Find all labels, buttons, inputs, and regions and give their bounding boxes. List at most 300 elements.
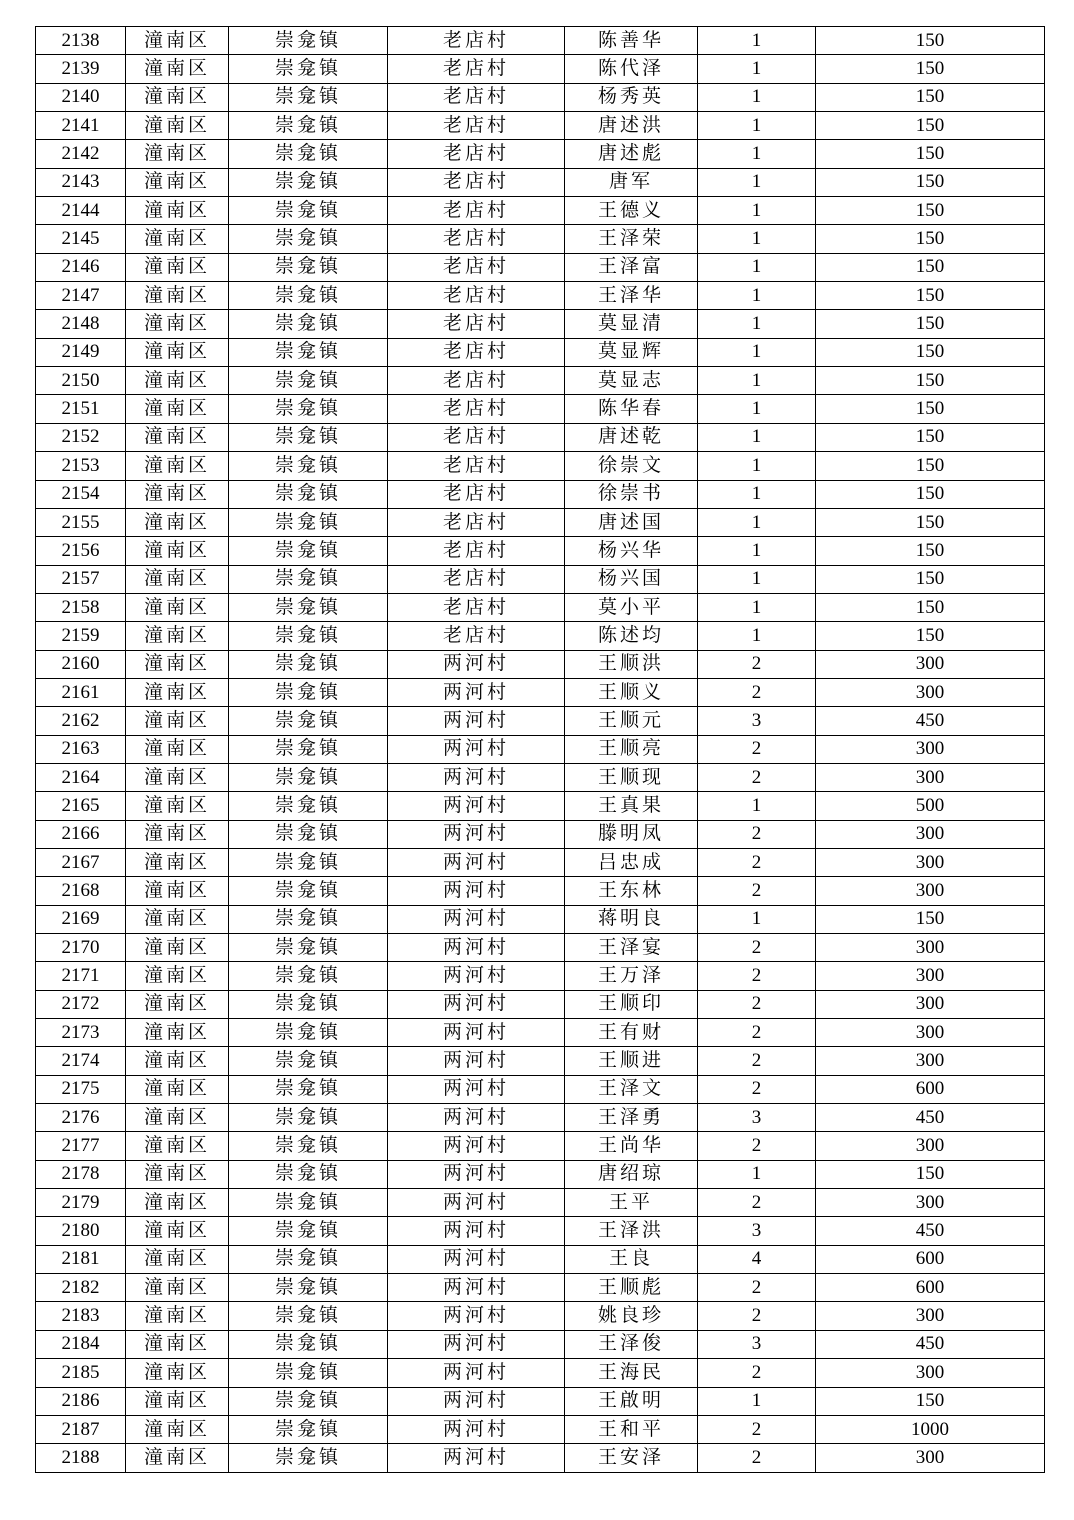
town-cell: 崇龛镇: [229, 1415, 388, 1443]
name-cell: 王真果: [565, 792, 698, 820]
district-cell: 潼南区: [126, 1444, 229, 1472]
table-row: [36, 27, 1045, 55]
village-cell: 两河村: [388, 877, 565, 905]
count-cell: 1: [698, 338, 816, 366]
row-number-cell: 2177: [36, 1132, 126, 1160]
amount-cell: 150: [816, 1387, 1045, 1415]
row-number-cell: 2150: [36, 367, 126, 395]
table-row: [36, 792, 1045, 820]
village-cell: 两河村: [388, 1075, 565, 1103]
amount-cell: 150: [816, 622, 1045, 650]
table-row: [36, 112, 1045, 140]
table-row: [36, 83, 1045, 111]
row-number-cell: 2174: [36, 1047, 126, 1075]
village-cell: 两河村: [388, 962, 565, 990]
district-cell: 潼南区: [126, 763, 229, 791]
district-cell: 潼南区: [126, 792, 229, 820]
town-cell: 崇龛镇: [229, 1189, 388, 1217]
district-cell: 潼南区: [126, 310, 229, 338]
count-cell: 1: [698, 83, 816, 111]
row-number-cell: 2140: [36, 83, 126, 111]
amount-cell: 150: [816, 282, 1045, 310]
row-number-cell: 2176: [36, 1104, 126, 1132]
name-cell: 滕明凤: [565, 820, 698, 848]
table-row: [36, 395, 1045, 423]
district-cell: 潼南区: [126, 282, 229, 310]
name-cell: 王良: [565, 1245, 698, 1273]
name-cell: 莫小平: [565, 593, 698, 621]
village-cell: 老店村: [388, 168, 565, 196]
count-cell: 2: [698, 1274, 816, 1302]
amount-cell: 300: [816, 1444, 1045, 1472]
row-number-cell: 2182: [36, 1274, 126, 1302]
name-cell: 王泽文: [565, 1075, 698, 1103]
name-cell: 王东林: [565, 877, 698, 905]
count-cell: 4: [698, 1245, 816, 1273]
amount-cell: 300: [816, 1019, 1045, 1047]
amount-cell: 600: [816, 1245, 1045, 1273]
district-cell: 潼南区: [126, 962, 229, 990]
table-row: [36, 820, 1045, 848]
table-row: [36, 197, 1045, 225]
name-cell: 姚良珍: [565, 1302, 698, 1330]
count-cell: 1: [698, 480, 816, 508]
village-cell: 两河村: [388, 1189, 565, 1217]
name-cell: 徐崇书: [565, 480, 698, 508]
district-cell: 潼南区: [126, 650, 229, 678]
table-row: [36, 367, 1045, 395]
village-cell: 老店村: [388, 452, 565, 480]
amount-cell: 150: [816, 168, 1045, 196]
town-cell: 崇龛镇: [229, 1387, 388, 1415]
count-cell: 1: [698, 225, 816, 253]
town-cell: 崇龛镇: [229, 905, 388, 933]
village-cell: 老店村: [388, 593, 565, 621]
count-cell: 2: [698, 1302, 816, 1330]
row-number-cell: 2159: [36, 622, 126, 650]
table-row: [36, 1444, 1045, 1472]
row-number-cell: 2138: [36, 27, 126, 55]
town-cell: 崇龛镇: [229, 678, 388, 706]
district-cell: 潼南区: [126, 1387, 229, 1415]
count-cell: 1: [698, 168, 816, 196]
district-cell: 潼南区: [126, 735, 229, 763]
amount-cell: 300: [816, 1189, 1045, 1217]
row-number-cell: 2167: [36, 848, 126, 876]
count-cell: 1: [698, 140, 816, 168]
town-cell: 崇龛镇: [229, 1359, 388, 1387]
count-cell: 2: [698, 678, 816, 706]
village-cell: 两河村: [388, 735, 565, 763]
village-cell: 两河村: [388, 650, 565, 678]
name-cell: 王德义: [565, 197, 698, 225]
row-number-cell: 2145: [36, 225, 126, 253]
village-cell: 两河村: [388, 1302, 565, 1330]
district-cell: 潼南区: [126, 990, 229, 1018]
row-number-cell: 2157: [36, 565, 126, 593]
row-number-cell: 2144: [36, 197, 126, 225]
name-cell: 陈代泽: [565, 55, 698, 83]
count-cell: 1: [698, 565, 816, 593]
name-cell: 杨秀英: [565, 83, 698, 111]
town-cell: 崇龛镇: [229, 877, 388, 905]
table-row: [36, 622, 1045, 650]
district-cell: 潼南区: [126, 55, 229, 83]
count-cell: 1: [698, 1387, 816, 1415]
name-cell: 王和平: [565, 1415, 698, 1443]
amount-cell: 150: [816, 253, 1045, 281]
row-number-cell: 2175: [36, 1075, 126, 1103]
village-cell: 两河村: [388, 1217, 565, 1245]
table-row: [36, 55, 1045, 83]
table-row: [36, 877, 1045, 905]
village-cell: 两河村: [388, 820, 565, 848]
table-row: [36, 707, 1045, 735]
row-number-cell: 2169: [36, 905, 126, 933]
district-cell: 潼南区: [126, 934, 229, 962]
amount-cell: 150: [816, 508, 1045, 536]
town-cell: 崇龛镇: [229, 1245, 388, 1273]
town-cell: 崇龛镇: [229, 1330, 388, 1358]
count-cell: 1: [698, 792, 816, 820]
amount-cell: 300: [816, 962, 1045, 990]
table-row: [36, 565, 1045, 593]
village-cell: 两河村: [388, 792, 565, 820]
table-row: [36, 735, 1045, 763]
district-cell: 潼南区: [126, 367, 229, 395]
amount-cell: 150: [816, 537, 1045, 565]
district-cell: 潼南区: [126, 112, 229, 140]
village-cell: 两河村: [388, 905, 565, 933]
town-cell: 崇龛镇: [229, 622, 388, 650]
village-cell: 老店村: [388, 310, 565, 338]
row-number-cell: 2148: [36, 310, 126, 338]
count-cell: 2: [698, 1047, 816, 1075]
count-cell: 2: [698, 735, 816, 763]
table-row: [36, 452, 1045, 480]
name-cell: 陈述均: [565, 622, 698, 650]
village-cell: 老店村: [388, 423, 565, 451]
village-cell: 两河村: [388, 848, 565, 876]
name-cell: 王啟明: [565, 1387, 698, 1415]
district-cell: 潼南区: [126, 1160, 229, 1188]
name-cell: 王平: [565, 1189, 698, 1217]
name-cell: 王有财: [565, 1019, 698, 1047]
table-row: [36, 140, 1045, 168]
village-cell: 老店村: [388, 565, 565, 593]
village-cell: 两河村: [388, 1444, 565, 1472]
name-cell: 王泽富: [565, 253, 698, 281]
row-number-cell: 2185: [36, 1359, 126, 1387]
table-row: [36, 990, 1045, 1018]
amount-cell: 150: [816, 140, 1045, 168]
name-cell: 唐述彪: [565, 140, 698, 168]
village-cell: 老店村: [388, 27, 565, 55]
count-cell: 1: [698, 55, 816, 83]
count-cell: 3: [698, 1217, 816, 1245]
village-cell: 老店村: [388, 367, 565, 395]
row-number-cell: 2154: [36, 480, 126, 508]
table-row: [36, 1075, 1045, 1103]
name-cell: 王顺彪: [565, 1274, 698, 1302]
table-row: [36, 253, 1045, 281]
count-cell: 1: [698, 253, 816, 281]
district-cell: 潼南区: [126, 197, 229, 225]
name-cell: 王泽荣: [565, 225, 698, 253]
village-cell: 老店村: [388, 537, 565, 565]
town-cell: 崇龛镇: [229, 338, 388, 366]
district-cell: 潼南区: [126, 565, 229, 593]
village-cell: 老店村: [388, 225, 565, 253]
table-row: [36, 848, 1045, 876]
town-cell: 崇龛镇: [229, 1160, 388, 1188]
count-cell: 2: [698, 1075, 816, 1103]
village-cell: 老店村: [388, 338, 565, 366]
village-cell: 老店村: [388, 480, 565, 508]
amount-cell: 300: [816, 678, 1045, 706]
town-cell: 崇龛镇: [229, 1132, 388, 1160]
name-cell: 王顺印: [565, 990, 698, 1018]
count-cell: 2: [698, 990, 816, 1018]
count-cell: 1: [698, 395, 816, 423]
table-row: [36, 480, 1045, 508]
row-number-cell: 2162: [36, 707, 126, 735]
village-cell: 两河村: [388, 1359, 565, 1387]
table-row: [36, 338, 1045, 366]
town-cell: 崇龛镇: [229, 1444, 388, 1472]
row-number-cell: 2181: [36, 1245, 126, 1273]
district-cell: 潼南区: [126, 1019, 229, 1047]
row-number-cell: 2151: [36, 395, 126, 423]
town-cell: 崇龛镇: [229, 735, 388, 763]
row-number-cell: 2155: [36, 508, 126, 536]
district-cell: 潼南区: [126, 1330, 229, 1358]
district-cell: 潼南区: [126, 820, 229, 848]
table-row: [36, 168, 1045, 196]
row-number-cell: 2166: [36, 820, 126, 848]
amount-cell: 300: [816, 1359, 1045, 1387]
name-cell: 王顺现: [565, 763, 698, 791]
district-cell: 潼南区: [126, 1217, 229, 1245]
row-number-cell: 2178: [36, 1160, 126, 1188]
amount-cell: 450: [816, 1330, 1045, 1358]
district-cell: 潼南区: [126, 27, 229, 55]
name-cell: 吕忠成: [565, 848, 698, 876]
town-cell: 崇龛镇: [229, 820, 388, 848]
village-cell: 两河村: [388, 1387, 565, 1415]
name-cell: 王泽华: [565, 282, 698, 310]
amount-cell: 150: [816, 112, 1045, 140]
name-cell: 陈华春: [565, 395, 698, 423]
amount-cell: 300: [816, 1132, 1045, 1160]
district-cell: 潼南区: [126, 423, 229, 451]
table-row: [36, 1019, 1045, 1047]
amount-cell: 600: [816, 1274, 1045, 1302]
district-cell: 潼南区: [126, 480, 229, 508]
town-cell: 崇龛镇: [229, 253, 388, 281]
row-number-cell: 2187: [36, 1415, 126, 1443]
row-number-cell: 2170: [36, 934, 126, 962]
town-cell: 崇龛镇: [229, 792, 388, 820]
district-cell: 潼南区: [126, 1245, 229, 1273]
table-row: [36, 1160, 1045, 1188]
district-cell: 潼南区: [126, 1415, 229, 1443]
village-cell: 两河村: [388, 1047, 565, 1075]
village-cell: 老店村: [388, 83, 565, 111]
table-row: [36, 678, 1045, 706]
row-number-cell: 2160: [36, 650, 126, 678]
amount-cell: 150: [816, 55, 1045, 83]
data-table: [35, 26, 1045, 1473]
name-cell: 唐绍琼: [565, 1160, 698, 1188]
count-cell: 1: [698, 423, 816, 451]
amount-cell: 150: [816, 565, 1045, 593]
district-cell: 潼南区: [126, 848, 229, 876]
town-cell: 崇龛镇: [229, 1104, 388, 1132]
village-cell: 两河村: [388, 763, 565, 791]
table-row: [36, 225, 1045, 253]
village-cell: 老店村: [388, 253, 565, 281]
amount-cell: 450: [816, 707, 1045, 735]
name-cell: 杨兴国: [565, 565, 698, 593]
table-row: [36, 962, 1045, 990]
village-cell: 两河村: [388, 1245, 565, 1273]
district-cell: 潼南区: [126, 1189, 229, 1217]
district-cell: 潼南区: [126, 338, 229, 366]
count-cell: 2: [698, 1415, 816, 1443]
village-cell: 老店村: [388, 622, 565, 650]
district-cell: 潼南区: [126, 1274, 229, 1302]
name-cell: 唐述洪: [565, 112, 698, 140]
name-cell: 陈善华: [565, 27, 698, 55]
town-cell: 崇龛镇: [229, 55, 388, 83]
name-cell: 王泽洪: [565, 1217, 698, 1245]
amount-cell: 300: [816, 735, 1045, 763]
amount-cell: 300: [816, 934, 1045, 962]
count-cell: 2: [698, 820, 816, 848]
amount-cell: 150: [816, 423, 1045, 451]
town-cell: 崇龛镇: [229, 1217, 388, 1245]
amount-cell: 300: [816, 763, 1045, 791]
amount-cell: 450: [816, 1104, 1045, 1132]
amount-cell: 150: [816, 367, 1045, 395]
amount-cell: 1000: [816, 1415, 1045, 1443]
district-cell: 潼南区: [126, 168, 229, 196]
table-row: [36, 1330, 1045, 1358]
table-row: [36, 763, 1045, 791]
table-row: [36, 1302, 1045, 1330]
village-cell: 老店村: [388, 395, 565, 423]
table-row: [36, 1217, 1045, 1245]
village-cell: 两河村: [388, 1330, 565, 1358]
town-cell: 崇龛镇: [229, 934, 388, 962]
table-row: [36, 423, 1045, 451]
table-row: [36, 1104, 1045, 1132]
name-cell: 莫显清: [565, 310, 698, 338]
count-cell: 1: [698, 508, 816, 536]
table-row: [36, 1387, 1045, 1415]
table-row: [36, 537, 1045, 565]
table-row: [36, 310, 1045, 338]
row-number-cell: 2164: [36, 763, 126, 791]
town-cell: 崇龛镇: [229, 1047, 388, 1075]
count-cell: 3: [698, 1330, 816, 1358]
name-cell: 王泽宴: [565, 934, 698, 962]
village-cell: 两河村: [388, 1160, 565, 1188]
count-cell: 1: [698, 367, 816, 395]
amount-cell: 150: [816, 452, 1045, 480]
village-cell: 老店村: [388, 508, 565, 536]
row-number-cell: 2172: [36, 990, 126, 1018]
name-cell: 王泽勇: [565, 1104, 698, 1132]
village-cell: 两河村: [388, 1132, 565, 1160]
count-cell: 2: [698, 650, 816, 678]
table-body: [36, 27, 1045, 1473]
town-cell: 崇龛镇: [229, 565, 388, 593]
district-cell: 潼南区: [126, 537, 229, 565]
row-number-cell: 2156: [36, 537, 126, 565]
name-cell: 唐述乾: [565, 423, 698, 451]
town-cell: 崇龛镇: [229, 537, 388, 565]
row-number-cell: 2186: [36, 1387, 126, 1415]
village-cell: 老店村: [388, 197, 565, 225]
amount-cell: 300: [816, 848, 1045, 876]
count-cell: 1: [698, 27, 816, 55]
village-cell: 老店村: [388, 282, 565, 310]
name-cell: 莫显志: [565, 367, 698, 395]
amount-cell: 150: [816, 593, 1045, 621]
table-row: [36, 1415, 1045, 1443]
amount-cell: 300: [816, 1047, 1045, 1075]
table-row: [36, 282, 1045, 310]
amount-cell: 150: [816, 338, 1045, 366]
row-number-cell: 2147: [36, 282, 126, 310]
district-cell: 潼南区: [126, 1075, 229, 1103]
town-cell: 崇龛镇: [229, 423, 388, 451]
row-number-cell: 2168: [36, 877, 126, 905]
district-cell: 潼南区: [126, 253, 229, 281]
name-cell: 王安泽: [565, 1444, 698, 1472]
town-cell: 崇龛镇: [229, 197, 388, 225]
town-cell: 崇龛镇: [229, 310, 388, 338]
count-cell: 1: [698, 310, 816, 338]
table-row: [36, 650, 1045, 678]
name-cell: 王顺元: [565, 707, 698, 735]
row-number-cell: 2161: [36, 678, 126, 706]
district-cell: 潼南区: [126, 1047, 229, 1075]
amount-cell: 300: [816, 877, 1045, 905]
amount-cell: 300: [816, 820, 1045, 848]
town-cell: 崇龛镇: [229, 962, 388, 990]
district-cell: 潼南区: [126, 1302, 229, 1330]
town-cell: 崇龛镇: [229, 168, 388, 196]
amount-cell: 600: [816, 1075, 1045, 1103]
town-cell: 崇龛镇: [229, 593, 388, 621]
row-number-cell: 2184: [36, 1330, 126, 1358]
town-cell: 崇龛镇: [229, 763, 388, 791]
table-row: [36, 1132, 1045, 1160]
name-cell: 蒋明良: [565, 905, 698, 933]
row-number-cell: 2146: [36, 253, 126, 281]
row-number-cell: 2171: [36, 962, 126, 990]
amount-cell: 500: [816, 792, 1045, 820]
table-row: [36, 1274, 1045, 1302]
count-cell: 2: [698, 763, 816, 791]
district-cell: 潼南区: [126, 452, 229, 480]
amount-cell: 450: [816, 1217, 1045, 1245]
row-number-cell: 2152: [36, 423, 126, 451]
count-cell: 1: [698, 537, 816, 565]
